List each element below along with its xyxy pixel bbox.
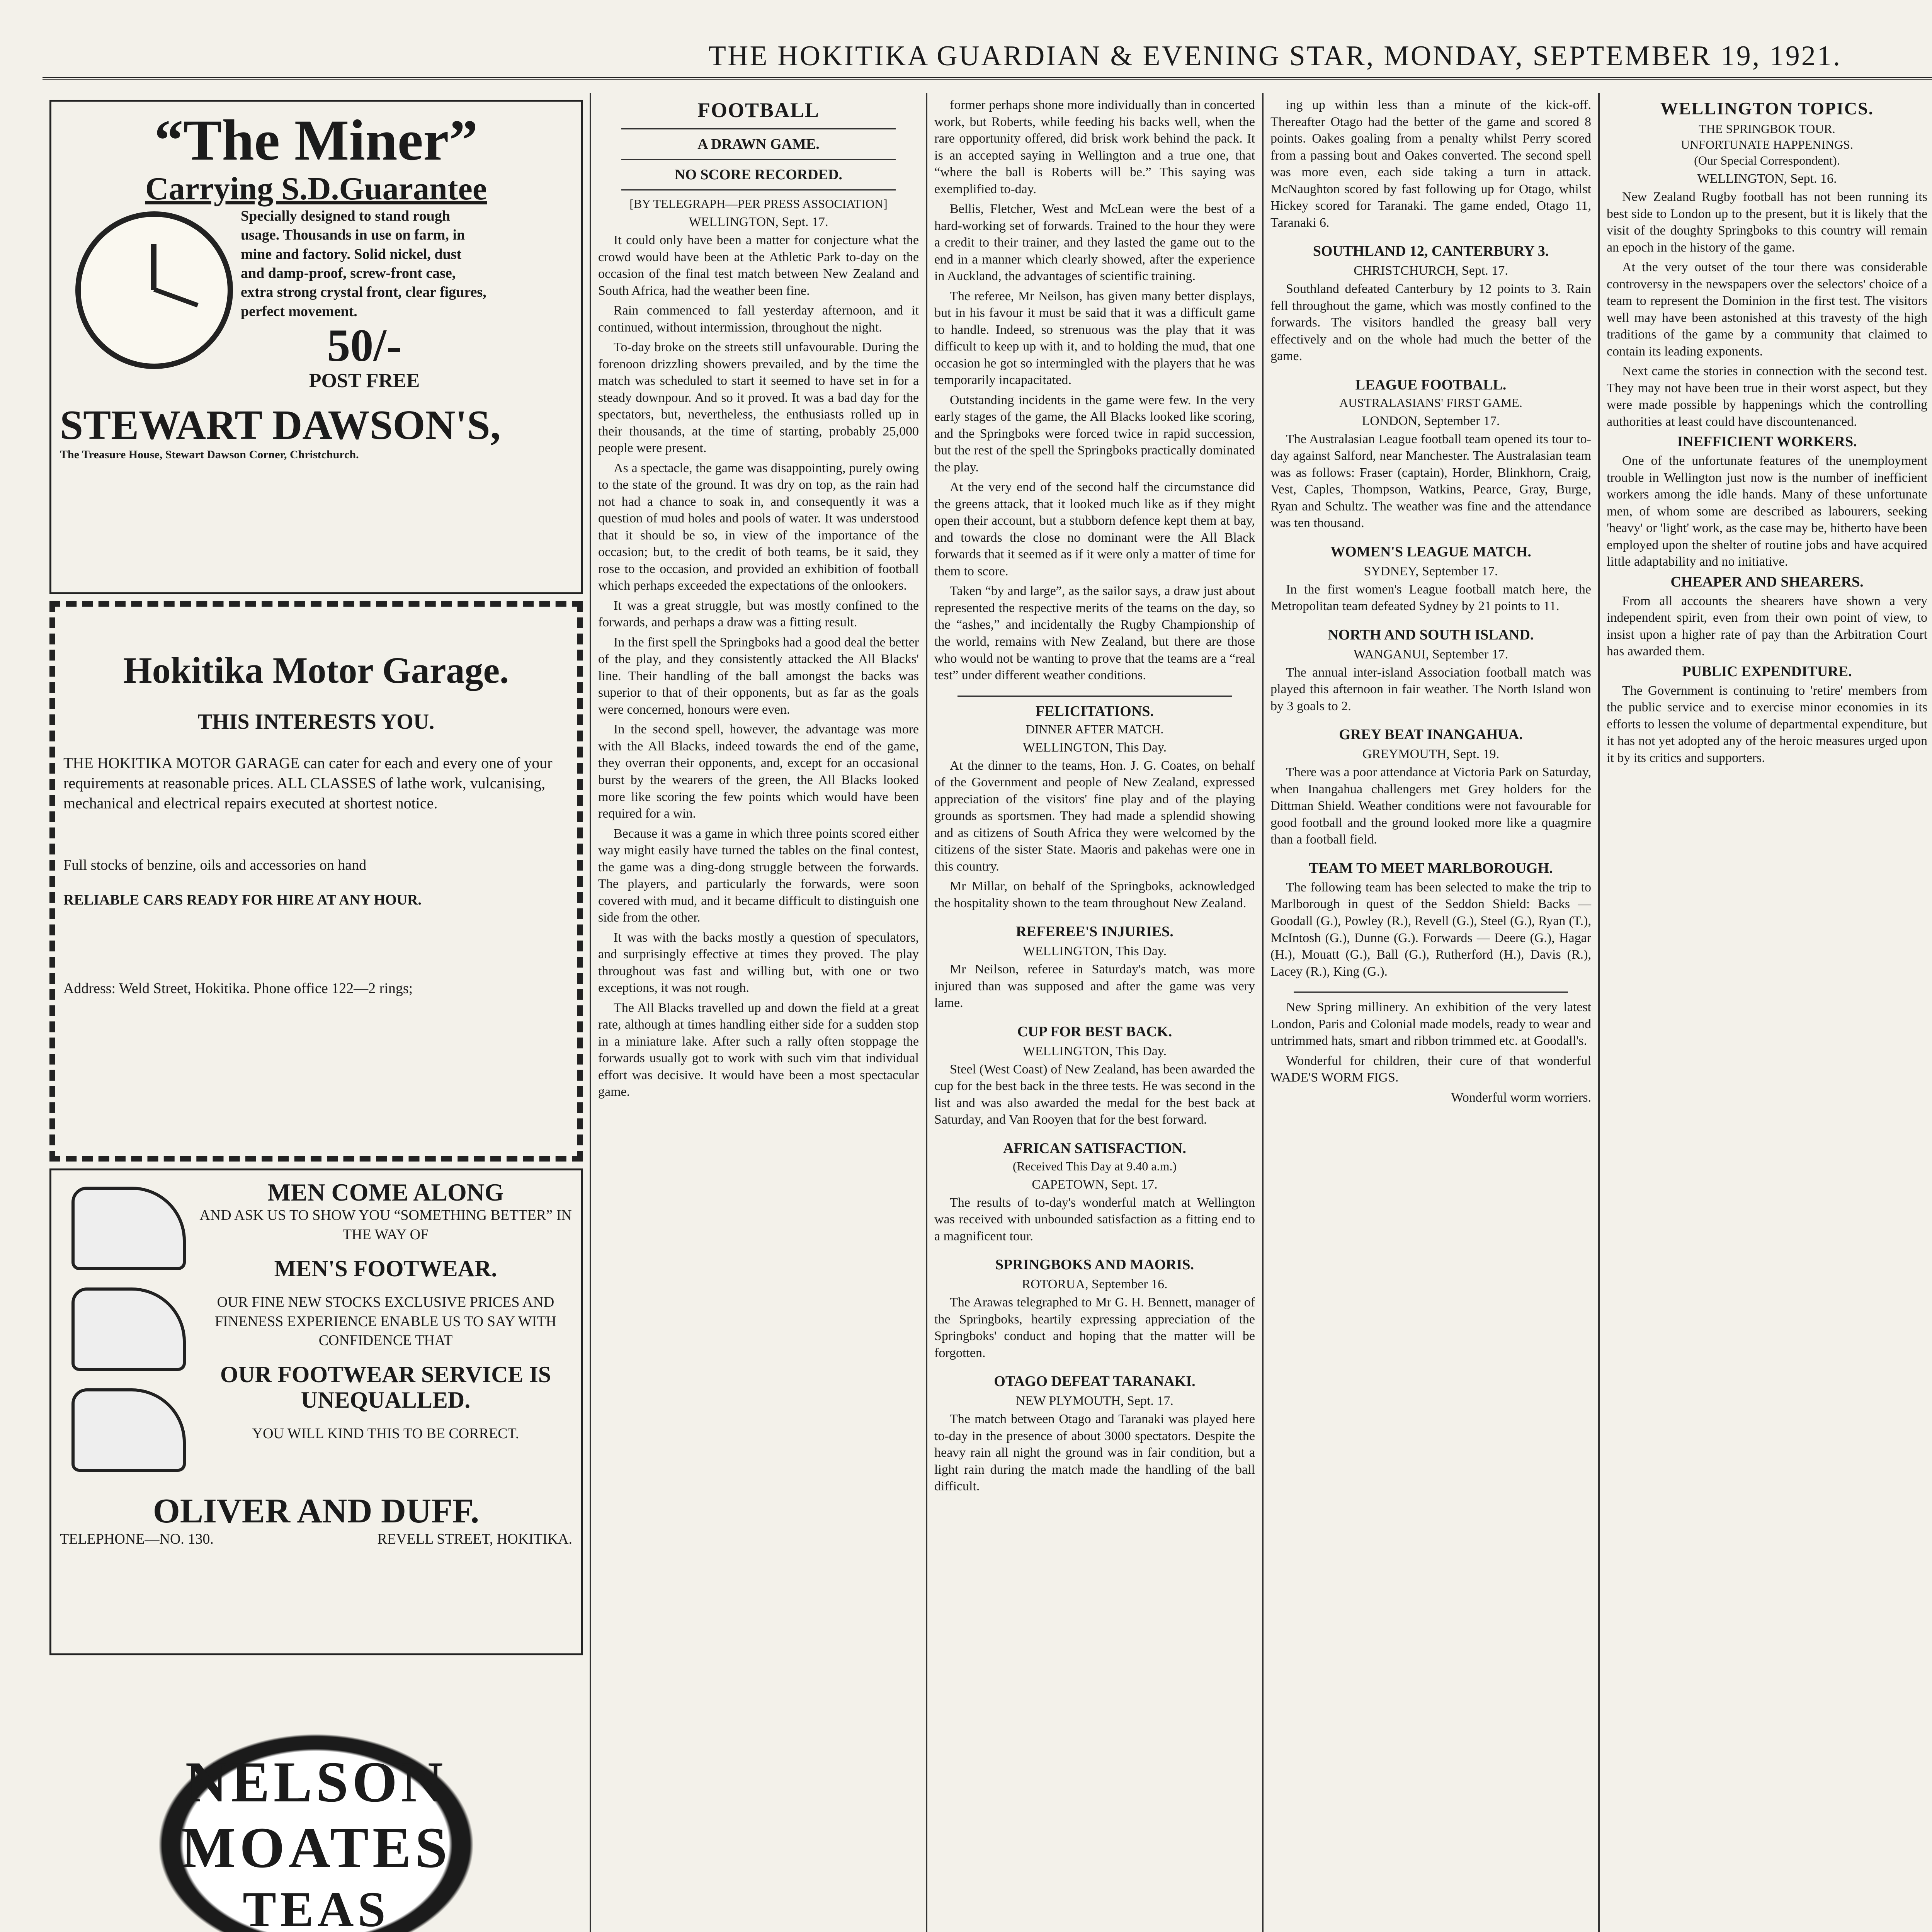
ad-subtitle: THIS INTERESTS YOU. xyxy=(197,709,435,734)
masthead: THE HOKITIKA GUARDIAN & EVENING STAR, MONDAY, SEPTEMBER 19, 1921. xyxy=(43,35,1932,80)
article-football xyxy=(598,98,919,1100)
paragraph: Wonderful worm worriers. xyxy=(1451,1090,1591,1105)
boots-illustration xyxy=(60,1179,199,1481)
ad-title-line-2: MOATES xyxy=(181,1816,451,1880)
ad-store-address: The Treasure House, Stewart Dawson Corner, Christchurch. xyxy=(60,448,359,461)
paragraph: To-day broke on the streets still unfavourable. During the forenoon drizzling showers prevailed, and by the time the match was scheduled to start it seemed to have set in for a steady downpour. And so it proved. It was a bad day for the spectators, but, nevertheless, the enthusiasts rolled up in their thousands, at the time of starting, probably 25,000 people were present. xyxy=(598,340,919,456)
article-dateline: GREYMOUTH, Sept. 19. xyxy=(1362,747,1500,762)
article-dateline: WELLINGTON, This Day. xyxy=(1022,740,1167,755)
article-title: NORTH AND SOUTH ISLAND. xyxy=(1328,626,1534,643)
article-dateline: SYDNEY, September 17. xyxy=(1364,564,1498,578)
ad-cars: RELIABLE CARS READY FOR HIRE AT ANY HOUR. xyxy=(63,891,422,908)
article-title: SPRINGBOKS AND MAORIS. xyxy=(995,1257,1194,1273)
article-dateline: WELLINGTON, This Day. xyxy=(1022,1044,1167,1058)
paragraph: In the second spell, however, the advantage was more with the All Blacks, indeed towards the end of the game, they overran their opponents, and, except for an occasional burst by the wearers of the green, the All Blacks looked more like scoring the few points which would have been required for a win. xyxy=(598,722,919,821)
section-heading: INEFFICIENT WORKERS. xyxy=(1677,434,1857,450)
paragraph: The Arawas telegraphed to Mr G. H. Bennett, manager of the Springboks, heartily expressing appreciation of the Springboks' conduct and hoping that the matter will be forgotten. xyxy=(934,1295,1255,1360)
article-title: TEAM TO MEET MARLBOROUGH. xyxy=(1309,860,1553,876)
paragraph: From all accounts the shearers have shown a very independent spirit, even from their own point of view, to insist upon a higher rate of pay than the Arbitration Court has awarded them. xyxy=(1607,594,1927,659)
ad-title-line-1: NELSON xyxy=(185,1750,447,1814)
ad-body-3: YOU WILL KIND THIS TO BE CORRECT. xyxy=(252,1425,519,1442)
article-dateline: ROTORUA, September 16. xyxy=(1022,1277,1168,1292)
ad-title: Hokitika Motor Garage. xyxy=(123,650,509,691)
ad-the-miner xyxy=(49,100,583,594)
ad-service: OUR FOOTWEAR SERVICE IS UNEQUALLED. xyxy=(220,1362,551,1413)
paragraph: Steel (West Coast) of New Zealand, has been awarded the cup for the best back in the three tests. He was second in the list and was also awarded the medal for the best back at Saturday, and Van Rooyen that for the best forward. xyxy=(934,1062,1255,1127)
paragraph: Because it was a game in which three points scored either way might easily have turned the tables on the final contest, the game was a ding-dong struggle between the forwards. The players, and particularly the forwards, were soon covered with mud, and it became difficult to distinguish one side from the other. xyxy=(598,826,919,925)
pocket-watch-icon xyxy=(75,211,233,369)
ad-body: AND ASK US TO SHOW YOU “SOMETHING BETTER” IN THE WAY OF xyxy=(199,1207,572,1243)
paragraph: At the dinner to the teams, Hon. J. G. Coates, on behalf of the Government and people of New Zealand, expressed appreciation of the visitors' fine play and of the playing grounds as sportsmen. They had made a splendid showing and as citizens of South Africa they were welcomed by the citizens of the sister State. Maoris and pakehas were one in this country. xyxy=(934,758,1255,874)
ad-nelson-moates-teas xyxy=(49,1662,583,1932)
boot-icon xyxy=(71,1187,186,1270)
paragraph: In the first spell the Springboks had a good deal the better of the play, and they consistently attacked the All Blacks' line. Their handling of the ball amongst the backs was superior to that of their opponents, but as far as the goals were concerned, honours were even. xyxy=(598,635,919,717)
article-title: WELLINGTON TOPICS. xyxy=(1660,99,1874,118)
paragraph: The All Blacks travelled up and down the field at a great rate, although at times handling either side for a sudden stop in a miniature lake. After such a rally often stoppage the forwards usually got to work with such vim that individual effort was decisive. It would have been a most spectacular game. xyxy=(598,1000,919,1099)
paragraph: In the first women's League football match here, the Metropolitan team defeated Sydney by 21 points to 11. xyxy=(1270,582,1591,614)
paragraph: It was with the backs mostly a question of speculators, and surprisingly effective at times they proved. The play throughout was fast and willing but, with one or two exceptions, it was not rough. xyxy=(598,930,919,995)
article-title: OTAGO DEFEAT TARANAKI. xyxy=(994,1373,1196,1390)
ad-phone: TELEPHONE—NO. 130. xyxy=(60,1531,214,1547)
paragraph: Wonderful for children, their cure of that wonderful WADE'S WORM FIGS. xyxy=(1270,1053,1591,1085)
article-north-south-island xyxy=(1270,626,1591,715)
paragraph: Rain commenced to fall yesterday afternoon, and it continued, without intermission, throughout the night. xyxy=(598,303,919,335)
column-3 xyxy=(927,93,1264,1932)
paragraph: The Government is continuing to 'retire' members from the public service and to exercise minor economies in its efforts to lessen the volume of departmental expenditure, but it has not yet adopted any of the heroic measures urged upon it by its critics and supporters. xyxy=(1607,683,1927,765)
paragraph: Mr Neilson, referee in Saturday's match, was more injured than was supposed and after the game was very lame. xyxy=(934,962,1255,1010)
newspaper-page xyxy=(43,35,1932,1932)
article-title: LEAGUE FOOTBALL. xyxy=(1355,376,1507,393)
article-title: GREY BEAT INANGAHUA. xyxy=(1339,726,1523,743)
paragraph: Bellis, Fletcher, West and McLean were the best of a hard-working set of forwards. Trained to the hour they were a credit to their trainer, and they lasted the game out to the end in a manner which clearly showed, after the experience in Auckland, the advantages of scientific training. xyxy=(934,202,1255,284)
article-received: (Received This Day at 9.40 a.m.) xyxy=(1012,1159,1177,1173)
paragraph: Next came the stories in connection with the second test. They may not have been true in their worst aspect, but they were made possible by happenings which the controlling authorities at least could have discountenanced. xyxy=(1607,364,1927,429)
article-team-marlborough xyxy=(1270,860,1591,980)
article-dateline: CHRISTCHURCH, Sept. 17. xyxy=(1354,264,1508,278)
paragraph: The annual inter-island Association football match was played this afternoon in fair weather. The North Island won by 3 goals to 2. xyxy=(1270,665,1591,713)
column-2-football xyxy=(591,93,927,1932)
paragraph: There was a poor attendance at Victoria Park on Saturday, when Inangahua challengers met Grey holders for the Dittman Shield. Weather conditions were not favourable for good football and the ground looked more like a quagmire than a football field. xyxy=(1270,765,1591,847)
article-otago-continued xyxy=(1270,97,1591,231)
ad-title-line-3: TEAS xyxy=(243,1882,389,1932)
article-football-continued xyxy=(934,97,1255,684)
ad-hokitika-motor-garage xyxy=(49,601,583,1162)
article-dateline: CAPETOWN, Sept. 17. xyxy=(1032,1177,1158,1192)
paragraph: At the very end of the second half the circumstance did the greens attack, that it looked much like as if they might open their account, but a stubborn defence kept them at bay, and towards the close no dominant were the All Black forwards that it seemed as if it were only a matter of time for them to score. xyxy=(934,480,1255,578)
article-credit: [BY TELEGRAPH—PER PRESS ASSOCIATION] xyxy=(629,197,888,211)
ad-stock: Full stocks of benzine, oils and accessories on hand xyxy=(63,857,367,874)
ad-body-2: OUR FINE NEW STOCKS EXCLUSIVE PRICES AND FINENESS EXPERIENCE ENABLE US TO SAY WITH CONFIDENCE THAT xyxy=(215,1294,556,1349)
article-southland-canterbury xyxy=(1270,243,1591,365)
ad-men-come-along xyxy=(49,1168,583,1655)
article-dateline: WELLINGTON, This Day. xyxy=(1022,944,1167,959)
article-title: AFRICAN SATISFACTION. xyxy=(1003,1140,1186,1156)
paragraph: New Spring millinery. An exhibition of the very latest London, Paris and Colonial made models, ready to wear and untrimmed hats, smart and ribbon trimmed etc. at Goodall's. xyxy=(1270,1000,1591,1048)
column-4 xyxy=(1264,93,1600,1932)
paragraph: The match between Otago and Taranaki was played here to-day in the presence of about 3000 spectators. Despite the heavy rain all night the ground was in fair condition, but a light rain during the match made the handling of the ball difficult. xyxy=(934,1412,1255,1494)
article-dateline: WELLINGTON, Sept. 16. xyxy=(1697,172,1837,186)
article-grey-inangahua xyxy=(1270,726,1591,848)
ad-street: REVELL STREET, HOKITIKA. xyxy=(377,1531,572,1547)
article-wellington-topics xyxy=(1607,98,1927,766)
article-african-satisfaction xyxy=(934,1140,1255,1245)
ad-postfree: POST FREE xyxy=(309,370,420,392)
article-otago-taranaki xyxy=(934,1373,1255,1495)
paragraph: ing up within less than a minute of the kick-off. Thereafter Otago had the better of the game and scored 8 points. Oakes goaling from a penalty whilst Perry scored from a passing bout and Oakes converted. The second spell was more even, each side taking a turn in attack. McNaughton scored by fast following up for Otago, whilst Hickey scored for Taranaki. The game ended, Otago 11, Taranaki 6. xyxy=(1270,98,1591,230)
article-subtitle: THE SPRINGBOK TOUR. xyxy=(1699,122,1835,136)
article-subtitle-2: UNFORTUNATE HAPPENINGS. xyxy=(1680,138,1854,151)
ad-subtitle: Carrying S.D.Guarantee xyxy=(145,170,487,207)
article-womens-league xyxy=(1270,543,1591,615)
article-subtitle: A DRAWN GAME. xyxy=(697,136,820,152)
article-title: FOOTBALL xyxy=(697,99,820,122)
article-felicitations xyxy=(934,703,1255,912)
paragraph: The Australasian League football team opened its tour to-day against Salford, near Manchester. The Australasian team was as follows: Fraser (captain), Horder, Blinkhorn, Craig, Vest, Caples, Thompson, Watkins, Pearce, Gray, Burge, Ryan and Schultz. The weather was fine and the attendance was ten thousand. xyxy=(1270,432,1591,531)
article-credit: (Our Special Correspondent). xyxy=(1694,153,1840,167)
article-dateline: WANGANUI, September 17. xyxy=(1353,647,1509,662)
ad-price: 50/- xyxy=(327,320,402,371)
paragraph: Taken “by and large”, as the sailor says, a draw just about represented the respective merits of the teams on the day, so the “ashes,” and incidentally the Rugby Championship of the world, remains with New Zealand, but there are those who would not be wanting to prove that the teams are a “real test” under different weather conditions. xyxy=(934,584,1255,683)
teacup-illustration xyxy=(69,1671,563,1932)
article-referee-injuries xyxy=(934,923,1255,1012)
section-heading: CHEAPER AND SHEARERS. xyxy=(1670,573,1864,590)
boot-icon xyxy=(71,1287,186,1371)
ad-body: THE HOKITIKA MOTOR GARAGE can cater for each and every one of your requirements at reasonable prices. ALL CLASSES of lathe work, vulcanising, mechanical and electrical repairs executed at shortest notice. xyxy=(63,754,553,812)
article-title: WOMEN'S LEAGUE MATCH. xyxy=(1330,543,1531,560)
paragraph: The following team has been selected to make the trip to Marlborough in quest of the Seddon Shield: Backs — Goodall (G.), Powley (R.), Revell (G.), Steel (G.), Ryan (T.), McIntosh (G.), Dunne (G.). Forwards — Deere (G.), Hagar (H.), Mouatt (G.), Ball (G.), Rutherford (H.), Davis (R.), Lacey (R.), King (G.). xyxy=(1270,880,1591,979)
article-subtitle-2: NO SCORE RECORDED. xyxy=(675,167,842,183)
article-league-football xyxy=(1270,376,1591,532)
article-dateline: WELLINGTON, Sept. 17. xyxy=(689,215,828,229)
paragraph: New Zealand Rugby football has not been running its best side to London up to the present, but it is likely that the visit of the doughty Springboks to this country will remain an epoch in the history of the game. xyxy=(1607,190,1927,255)
article-spring-millinery xyxy=(1270,999,1591,1106)
article-title: SOUTHLAND 12, CANTERBURY 3. xyxy=(1313,243,1549,260)
boot-icon xyxy=(71,1388,186,1472)
paragraph: former perhaps shone more individually than in concerted work, but Roberts, while feeding his backs well, when the rare opportunity offered, did brisk work behind the pack. It is an accepted saying in Wellington and a true one, that “where the ball is Roberts will be.” This saying was exemplified to-day. xyxy=(934,98,1255,196)
column-5 xyxy=(1600,93,1932,1932)
paragraph: Southland defeated Canterbury by 12 points to 3. Rain fell throughout the game, which was mostly confined to the forwards. The visitors handled the greasy ball very effectively and on the whole had much the better of the game. xyxy=(1270,282,1591,364)
paragraph: The results of to-day's wonderful match at Wellington was received with unbounded satisfaction as a fitting end to a magnificent tour. xyxy=(934,1195,1255,1243)
paragraph: It was a great struggle, but was mostly confined to the forwards, and perhaps a draw was a fitting result. xyxy=(598,598,919,630)
ad-title: MEN COME ALONG xyxy=(267,1179,504,1206)
paragraph: It could only have been a matter for conjecture what the crowd would have been at the Athletic Park to-day on the occasion of the final test match between New Zealand and South Africa, had the weather been fine. xyxy=(598,233,919,298)
paragraph: Outstanding incidents in the game were few. In the very early stages of the game, the All Blacks looked like scoring, and the Springboks were forced twice in rapid succession, but the rest of the spell the Springboks practically dominated the play. xyxy=(934,393,1255,474)
paragraph: At the very outset of the tour there was considerable controversy in the newspapers over the selectors' choice of a team to represent the Dominion in the first test. The visitors well may have been astonished at this travesty of the high traditions of the game by a community that claimed to contain its leading exponents. xyxy=(1607,260,1927,359)
article-dateline: LONDON, September 17. xyxy=(1362,413,1500,428)
article-cup-best-back xyxy=(934,1023,1255,1128)
article-title: REFEREE'S INJURIES. xyxy=(1016,923,1173,940)
article-title: FELICITATIONS. xyxy=(1036,703,1154,719)
ad-title: “The Miner” xyxy=(154,108,478,172)
paragraph: The referee, Mr Neilson, has given many better displays, but in his favour it must be said that it was a difficult game to handle. Indeed, so strenuous was the play that it was difficult to keep up with it, and to holding the mud, that one occasion he got so intermingled with the players that he was temporarily incapacitated. xyxy=(934,289,1255,388)
article-title: CUP FOR BEST BACK. xyxy=(1017,1023,1172,1040)
ad-address: Address: Weld Street, Hokitika. Phone office 122—2 rings; xyxy=(63,980,413,997)
column-1-ads xyxy=(43,93,591,1932)
ad-footwear: MEN'S FOOTWEAR. xyxy=(274,1256,497,1282)
article-subtitle: DINNER AFTER MATCH. xyxy=(1026,722,1164,736)
paragraph: As a spectacle, the game was disappointing, purely owing to the state of the ground. It was dry on top, as the rain had not had a chance to soak in, and consequently it was a question of mud holes and pools of water. It was understood that it should be so, in view of the importance of the occasion; but, to the credit of both teams, be it said, they rose to the occasion, and provided an exhibition of football which perhaps exceeded the expectations of the onlookers. xyxy=(598,461,919,593)
article-dateline: NEW PLYMOUTH, Sept. 17. xyxy=(1016,1394,1173,1408)
ad-body: Specially designed to stand rough usage. Thousands in use on farm, in mine and factory. Solid nickel, dust and damp-proof, screw-front case, extra strong crystal front, clear figures, perfect movement. xyxy=(241,207,486,320)
ad-store-name: OLIVER AND DUFF. xyxy=(153,1492,480,1530)
article-subtitle: AUSTRALASIANS' FIRST GAME. xyxy=(1339,395,1522,410)
section-heading: PUBLIC EXPENDITURE. xyxy=(1682,663,1852,680)
paragraph: Mr Millar, on behalf of the Springboks, acknowledged the hospitality shown to the team throughout New Zealand. xyxy=(934,879,1255,910)
paragraph: One of the unfortunate features of the unemployment trouble in Wellington just now is the number of inefficient workers among the idle hands. Many of these unfortunate men, of whom some are described as labourers, seeking 'heavy' or 'light' work, as the case may be, hitherto have been employed upon the shelter of routine jobs and have acquired little adaptability and no initiative. xyxy=(1607,454,1927,569)
ad-store-name: STEWART DAWSON'S, xyxy=(60,402,501,449)
article-springboks-maoris xyxy=(934,1256,1255,1361)
